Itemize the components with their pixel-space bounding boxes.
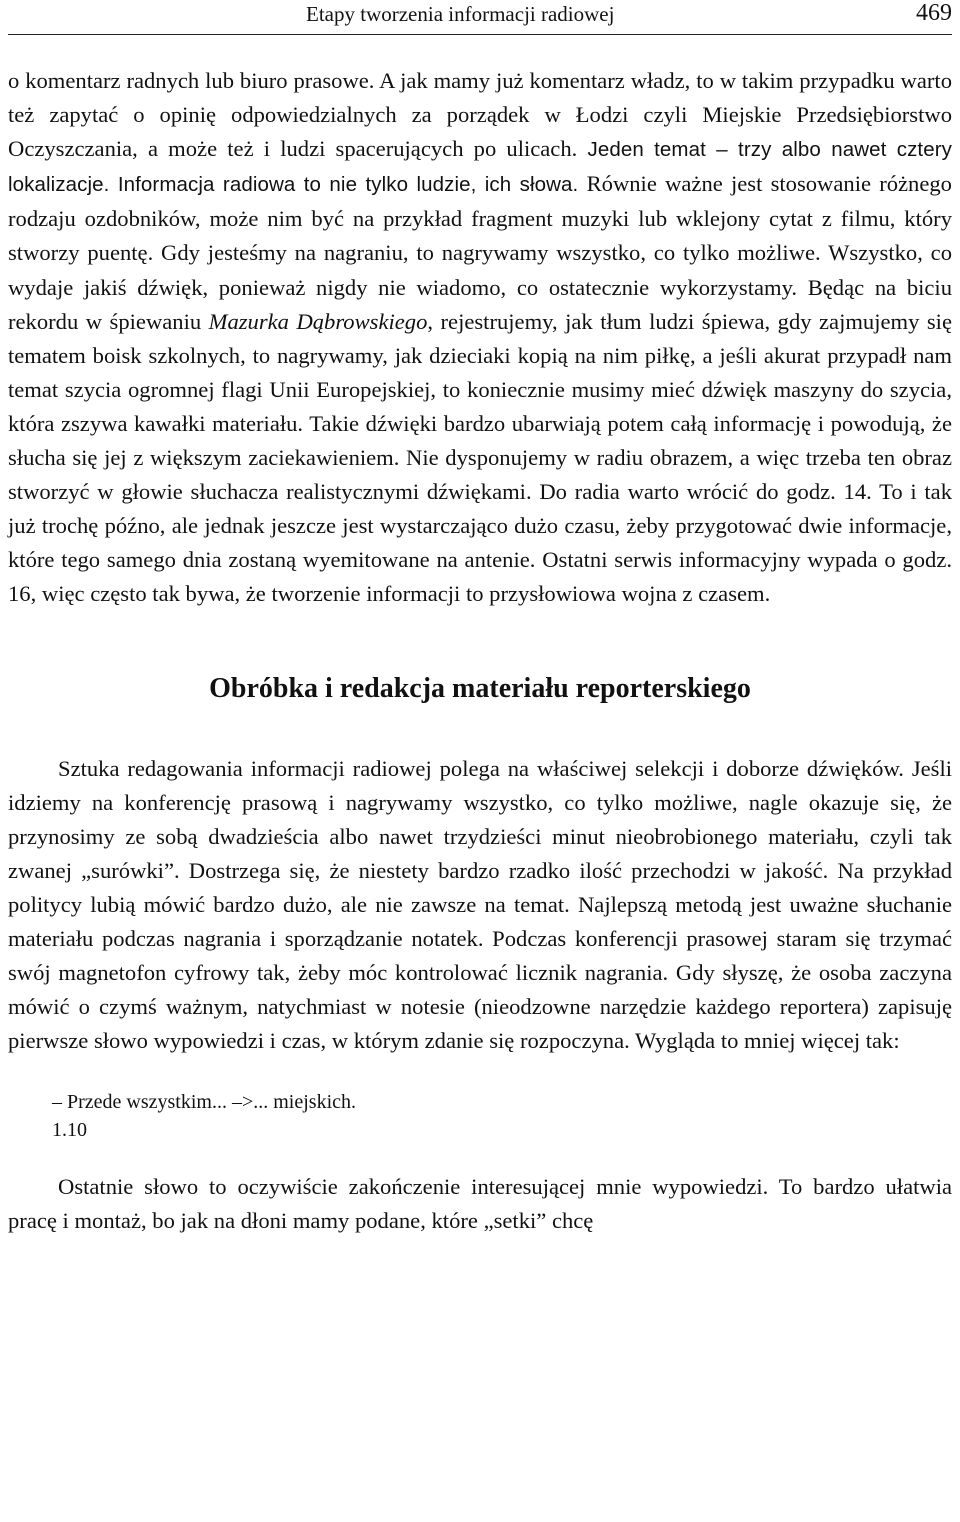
section-heading: Obróbka i redakcja materiału reporterskiego (209, 672, 751, 704)
paragraph-text: o komentarz radnych lub biuro prasowe. A jak mamy już komentarz władz, to w takim przypadku warto też zapytać o opinię odpowiedzialnych za porządek w Łodzi czyli Miejskie Przedsiębiorstwo Oczyszczania, a może też i ludzi spacerujących po ulicach. (8, 68, 952, 162)
page-body (8, 64, 952, 1239)
note-timestamp: 1.10 (52, 1119, 87, 1142)
paragraph (8, 64, 952, 612)
note-example (8, 1088, 952, 1144)
paragraph-text: , rejestrujemy, jak tłum ludzi śpiewa, gdy zajmujemy się tematem boisk szkolnych, to nagrywamy, jak dzieciaki kopią na nim piłkę, a jeśli akurat przypadł nam temat szycia ogromnej flagi Unii Europejskiej, to koniecznie musimy mieć dźwięk maszyny do szycia, która zszywa kawałki materiału. Takie dźwięki bardzo ubarwiają potem całą informację i powodują, że słucha się jej z większym zaciekawieniem. Nie dysponujemy w radiu obrazem, a więc trzeba ten obraz stworzyć w głowie słuchacza realistycznymi dźwiękami. Do radia warto wrócić do godz. 14. To i tak już trochę późno, ale jednak jeszcze jest wystarczająco dużo czasu, żeby przygotować dwie informacje, które tego samego dnia zostaną wyemitowane na antenie. Ostatni serwis informacyjny wypada o godz. 16, więc często tak bywa, że tworzenie informacji to przysłowiowa wojna z czasem. (8, 308, 952, 607)
running-title: Etapy tworzenia informacji radiowej (306, 2, 615, 26)
page-number: 469 (916, 0, 952, 26)
running-header (8, 0, 952, 35)
italic-title: Mazurka Dąbrowskiego (208, 308, 428, 334)
paragraph: Sztuka redagowania informacji radiowej polega na właściwej selekcji i doborze dźwięków. Jeśli idziemy na konferencję prasową i nagrywamy wszystko, co tylko możliwe, nagle okazuje się, że przynosimy ze sobą dwadzieścia albo nawet trzydzieści minut nieobrobionego materiału, czyli tak zwanej „surówki”. Dostrzega się, że niestety bardzo rzadko ilość przechodzi w jakość. Na przykład politycy lubią mówić bardzo dużo, ale nie zawsze na temat. Najlepszą metodą jest uważne słuchanie materiału podczas nagrania i sporządzanie notatek. Podczas konferencji prasowej staram się trzymać swój magnetofon cyfrowy tak, żeby móc kontrolować licznik nagrania. Gdy słyszę, że osoba zaczyna mówić o czymś ważnym, natychmiast w notesie (nieodzowne narzędzie każdego reportera) zapisuję pierwsze słowo wypowiedzi i czas, w którym zdanie się rozpoczyna. Wygląda to mniej więcej tak: (8, 755, 952, 1054)
sans-serif-passage: Jeden temat – trzy albo nawet cztery lokalizacje. Informacja radiowa to nie tylko ludzie, ich słowa. (8, 138, 952, 197)
note-line: – Przede wszystkim... –>... miejskich. (52, 1091, 357, 1114)
paragraph-text: Równie ważne jest stosowanie różnego rodzaju ozdobników, może nim być na przykład fragment muzyki lub wklejony cytat z filmu, który stworzy puentę. Gdy jesteśmy na nagraniu, to nagrywamy wszystko, co tylko możliwe. Wszystko, co wydaje jakiś dźwięk, ponieważ nigdy nie wiadomo, co ostatecznie wykorzystamy. Będąc na biciu rekordu w śpiewaniu (8, 171, 952, 334)
paragraph: Ostatnie słowo to oczywiście zakończenie interesującej mnie wypowiedzi. To bardzo ułatwia pracę i montaż, bo jak na dłoni mamy podane, które „setki” chcę (8, 1174, 952, 1234)
